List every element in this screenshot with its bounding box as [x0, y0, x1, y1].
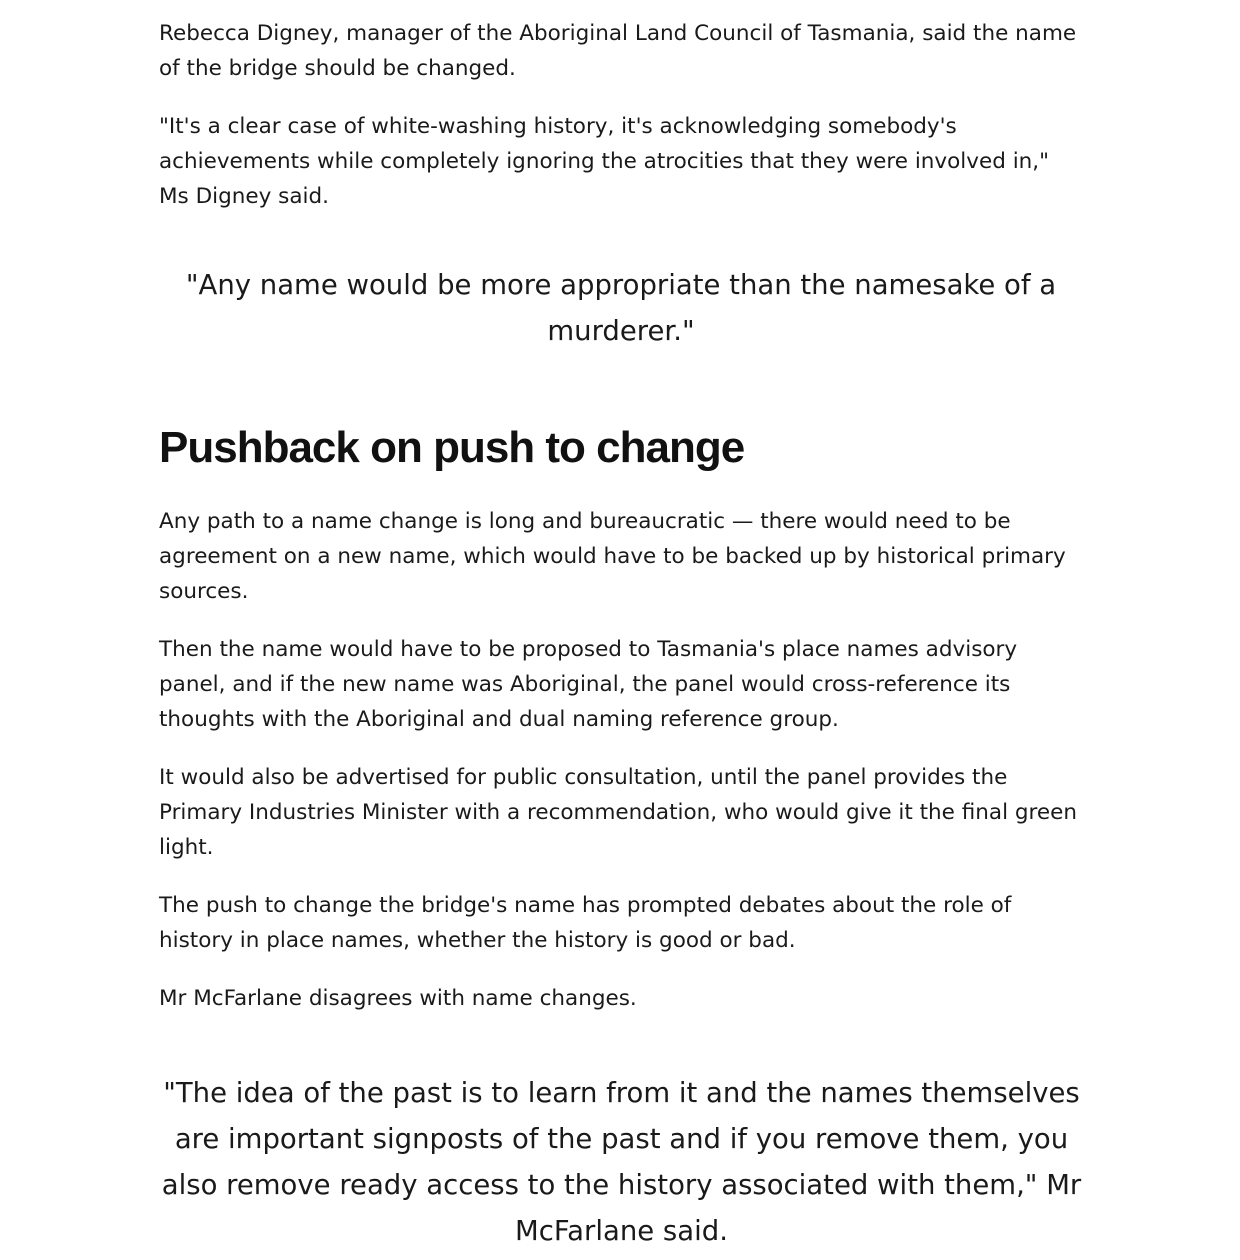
pull-quote-mcfarlane: "The idea of the past is to learn from it and the names themselves are important signposts of the past and if you remove them, you also remove ready access to the history associated with them," Mr McFarlane said. — [161, 1077, 1082, 1247]
paragraph-digney-intro: Rebecca Digney, manager of the Aboriginal Land Council of Tasmania, said the name of the bridge should be changed. — [159, 21, 1077, 81]
pull-quote-murderer: "Any name would be more appropriate than the namesake of a murderer." — [185, 269, 1057, 347]
paragraph-path-to-change: Any path to a name change is long and bureaucratic — there would need to be agreement on a new name, which would have to be backed up by historical primary sources. — [159, 509, 1066, 604]
paragraph-public-consultation: It would also be advertised for public consultation, until the panel provides the Primary Industries Minister with a recommendation, who would give it the final green light. — [159, 765, 1077, 860]
paragraph-mcfarlane-disagrees: Mr McFarlane disagrees with name changes. — [159, 986, 637, 1011]
paragraph-digney-quote: "It's a clear case of white-washing history, it's acknowledging somebody's achievements while completely ignoring the atrocities that they were involved in," Ms Digney said. — [159, 114, 1050, 209]
article-body — [159, 16, 1084, 1254]
paragraph-history-debate: The push to change the bridge's name has prompted debates about the role of history in place names, whether the history is good or bad. — [159, 893, 1012, 953]
paragraph-advisory-panel: Then the name would have to be proposed to Tasmania's place names advisory panel, and if the new name was Aboriginal, the panel would cross-reference its thoughts with the Aboriginal and dual naming reference group. — [159, 637, 1018, 732]
section-heading: Pushback on push to change — [159, 423, 745, 472]
